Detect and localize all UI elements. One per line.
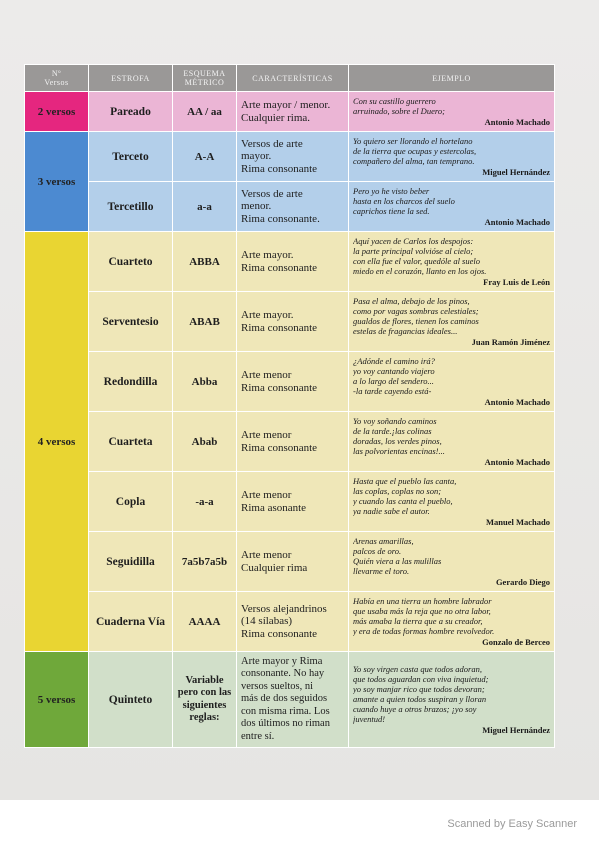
poem-line: Quién viera a las mulillas	[353, 556, 442, 566]
poem-author: Manuel Machado	[486, 517, 550, 527]
poem-author: Gonzalo de Berceo	[482, 637, 550, 647]
poem-line: ya nadie sabe el autor.	[353, 506, 430, 516]
characteristics-line: Arte mayor / menor.	[241, 99, 331, 111]
scanner-watermark: Scanned by Easy Scanner	[447, 818, 577, 830]
poem-author: Miguel Hernández	[482, 725, 550, 735]
poem-line: con ella fue el valor, quedóle al suelo	[353, 256, 480, 266]
stanza-name: Cuarteta	[89, 412, 173, 472]
characteristics-line: Rima consonante	[241, 321, 318, 334]
verse-count-cell: 3 versos	[25, 132, 89, 232]
example-poem	[349, 412, 555, 472]
characteristics	[237, 182, 349, 232]
poem-line: miedo en el corazón, llanto en los ojos.	[353, 266, 487, 276]
stanza-name: Tercetillo	[89, 182, 173, 232]
poem-line: de la tarde.¡las colinas	[353, 426, 432, 436]
metric-scheme: Abba	[173, 352, 237, 412]
example-poem	[349, 132, 555, 182]
poem-line: Aquí yacen de Carlos los despojos:	[353, 236, 474, 246]
characteristics-line: Arte mayor.	[241, 309, 294, 321]
characteristics-line: Rima consonante.	[241, 212, 320, 225]
characteristics-line: Arte menor	[241, 489, 292, 501]
scanner-footer	[0, 800, 599, 848]
example-poem	[349, 592, 555, 652]
poem-line: la parte principal volvióse al cielo;	[353, 246, 474, 256]
verse-count-cell: 2 versos	[25, 92, 89, 132]
example-poem	[349, 182, 555, 232]
characteristics-line: Arte mayor y Rima	[241, 655, 323, 667]
characteristics	[237, 132, 349, 182]
poem-line: y era de todas formas hombre revolvedor.	[353, 626, 495, 636]
poem-line: las coplas, coplas no son;	[353, 486, 442, 496]
poem-line: Yo soy virgen casta que todos adoran,	[353, 664, 482, 674]
stanza-name: Terceto	[89, 132, 173, 182]
characteristics-line: versos sueltos, ni	[241, 680, 314, 692]
poem-line: juventud!	[353, 714, 386, 724]
header-esquema: ESQUEMA MÉTRICO	[173, 65, 237, 92]
poem-author: Juan Ramón Jiménez	[471, 337, 550, 347]
metric-scheme-line: reglas:	[189, 712, 220, 723]
table-header-row	[25, 65, 555, 92]
stanza-row	[25, 472, 555, 532]
poem-line: como por vagas sombras celestiales;	[353, 306, 479, 316]
example-poem	[349, 472, 555, 532]
characteristics-line: Rima consonante	[241, 381, 318, 394]
stanza-row	[25, 352, 555, 412]
poem-line: amante a quien todos suspiran y lloran	[353, 694, 487, 704]
characteristics	[237, 412, 349, 472]
characteristics-line: consonante. No hay	[241, 668, 325, 680]
poem-author: Antonio Machado	[484, 397, 550, 407]
metric-scheme: A-A	[173, 132, 237, 182]
characteristics-line: Versos alejandrinos	[241, 602, 327, 615]
characteristics-line: menor.	[241, 200, 272, 213]
poem-line: las polvorientas encinas!...	[353, 446, 445, 456]
metric-scheme: Abab	[173, 412, 237, 472]
header-ejemplo: EJEMPLO	[349, 65, 555, 92]
characteristics-line: Cualquier rima	[241, 561, 308, 574]
characteristics	[237, 472, 349, 532]
poem-line: Arenas amarillas,	[353, 536, 414, 546]
characteristics-line: mayor.	[241, 150, 272, 163]
characteristics	[237, 352, 349, 412]
poem-author: Antonio Machado	[484, 457, 550, 467]
metric-scheme: -a-a	[173, 472, 237, 532]
metric-scheme: AAAA	[173, 592, 237, 652]
example-poem	[349, 92, 555, 132]
characteristics-line: entre sí.	[241, 730, 275, 742]
metric-scheme: ABAB	[173, 292, 237, 352]
stanza-row	[25, 652, 555, 748]
stanza-name: Cuarteto	[89, 232, 173, 292]
stanza-table	[24, 64, 555, 748]
poem-line: gualdos de flores, tienen los caminos	[353, 316, 479, 326]
characteristics-line: Arte mayor.	[241, 249, 294, 261]
characteristics-line: Arte menor	[241, 549, 292, 561]
stanza-name: Seguidilla	[89, 532, 173, 592]
poem-line: que todos aguardan con viva inquietud;	[353, 674, 489, 684]
metric-scheme: 7a5b7a5b	[173, 532, 237, 592]
characteristics-line: con misma rima. Los	[241, 705, 330, 717]
characteristics-line: Rima asonante	[241, 501, 307, 514]
poem-line: Yo voy soñando caminos	[353, 416, 437, 426]
stanza-name: Cuaderna Vía	[89, 592, 173, 652]
poem-line: caprichos tiene la sed.	[353, 206, 430, 216]
poem-line: llevarme el toro.	[353, 566, 410, 576]
stanza-name: Redondilla	[89, 352, 173, 412]
poem-author: Antonio Machado	[484, 217, 550, 227]
metric-scheme	[173, 652, 237, 748]
stanza-row	[25, 182, 555, 232]
poem-author: Miguel Hernández	[482, 167, 550, 177]
example-poem	[349, 532, 555, 592]
poem-line: Pero yo he visto beber	[353, 186, 430, 196]
stanza-name: Copla	[89, 472, 173, 532]
poem-line: Hasta que el pueblo las canta,	[353, 476, 457, 486]
poem-line: Yo quiero ser llorando el hortelano	[353, 136, 473, 146]
metric-scheme: ABBA	[173, 232, 237, 292]
example-poem	[349, 232, 555, 292]
metric-scheme: AA / aa	[173, 92, 237, 132]
metric-scheme: a-a	[173, 182, 237, 232]
stanza-row	[25, 92, 555, 132]
poem-line: compañero del alma, tan temprano.	[353, 156, 475, 166]
poem-line: palcos de oro.	[353, 546, 402, 556]
characteristics	[237, 652, 349, 748]
poem-line: yo soy manjar rico que todos devoran;	[353, 684, 485, 694]
characteristics-line: Versos de arte	[241, 137, 303, 150]
metric-scheme-line: Variable	[185, 674, 224, 686]
characteristics-line: Rima consonante	[241, 162, 318, 175]
metric-scheme-line: pero con las	[177, 687, 232, 698]
poem-line: yo voy cantando viajero	[353, 366, 435, 376]
header-versos: Nº Versos	[25, 65, 89, 92]
poem-line: estelas de fragancias ideales...	[353, 326, 458, 336]
characteristics-line: Arte menor	[241, 369, 292, 381]
stanza-row	[25, 592, 555, 652]
header-caracteristicas: CARACTERÍSTICAS	[237, 65, 349, 92]
characteristics	[237, 592, 349, 652]
poem-line: -la tarde cayendo está-	[353, 386, 432, 396]
poem-line: Había en una tierra un hombre labrador	[353, 596, 492, 606]
characteristics-line: Cualquier rima.	[241, 111, 311, 124]
stanza-row	[25, 132, 555, 182]
verse-count-cell: 4 versos	[25, 232, 89, 652]
characteristics-line: Versos de arte	[241, 187, 303, 200]
characteristics-line: (14 sílabas)	[241, 615, 293, 628]
poem-line: que usaba más la reja que no otra labor,	[353, 606, 491, 616]
stanza-name: Quinteto	[89, 652, 173, 748]
stanza-row	[25, 292, 555, 352]
characteristics	[237, 92, 349, 132]
poem-line: doradas, los verdes pinos,	[353, 436, 442, 446]
characteristics-line: Rima consonante	[241, 261, 318, 274]
header-estrofa: ESTROFA	[89, 65, 173, 92]
poem-line: cuando huye a otros brazos; ¡yo soy	[353, 704, 477, 714]
characteristics	[237, 292, 349, 352]
characteristics-line: Arte menor	[241, 429, 292, 441]
characteristics	[237, 232, 349, 292]
stanza-row	[25, 232, 555, 292]
stanza-name: Serventesio	[89, 292, 173, 352]
characteristics-line: más de dos seguidos	[241, 693, 328, 705]
metric-scheme-line: siguientes	[182, 699, 227, 711]
poem-line: ¿Adónde el camino irá?	[353, 356, 435, 366]
stanza-row	[25, 412, 555, 472]
poem-line: arruinado, sobre el Duero;	[353, 106, 445, 116]
characteristics-line: Rima consonante	[241, 441, 318, 454]
poem-line: hasta en los charcos del suelo	[353, 196, 455, 206]
example-poem	[349, 292, 555, 352]
verse-count-cell: 5 versos	[25, 652, 89, 748]
example-poem	[349, 352, 555, 412]
poem-line: a lo largo del sendero...	[353, 376, 434, 386]
characteristics-line: dos últimos no riman	[241, 718, 330, 730]
poem-author: Fray Luis de León	[483, 277, 550, 287]
poem-author: Antonio Machado	[484, 117, 550, 127]
poem-line: y cuando las canta el pueblo,	[353, 496, 453, 506]
poem-line: más amaba la tierra que a su creador,	[353, 616, 483, 626]
poem-line: Con su castillo guerrero	[353, 96, 436, 106]
characteristics-line: Rima consonante	[241, 627, 318, 640]
poem-author: Gerardo Diego	[495, 577, 550, 587]
stanza-name: Pareado	[89, 92, 173, 132]
poem-line: Pasa el alma, debajo de los pinos,	[353, 296, 470, 306]
example-poem	[349, 652, 555, 748]
characteristics	[237, 532, 349, 592]
stanza-row	[25, 532, 555, 592]
poem-line: de la tierra que ocupas y estercolas,	[353, 146, 477, 156]
